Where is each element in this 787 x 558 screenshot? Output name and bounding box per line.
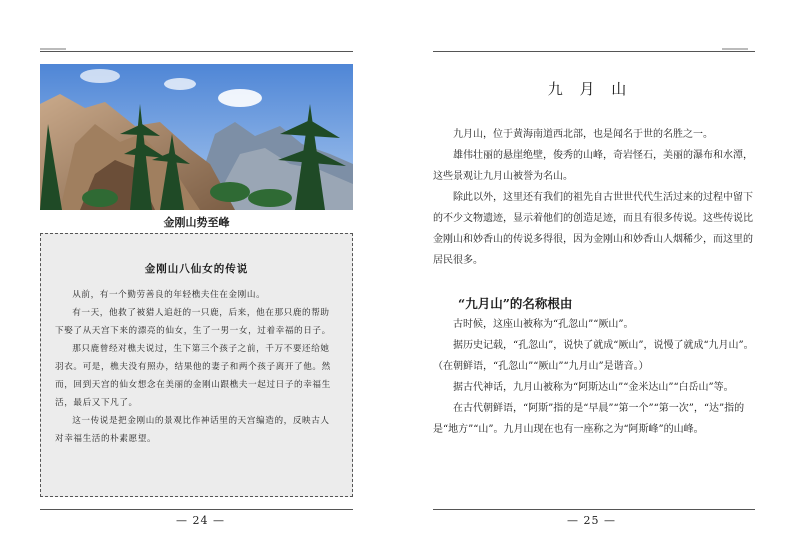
intro-paragraph: 雄伟壮丽的悬崖绝壁，俊秀的山峰，奇岩怪石，美丽的瀑布和水潭，这些景观让九月山被誉为名山。 <box>433 150 753 182</box>
mountain-photo-illustration <box>40 64 353 210</box>
legend-title: 金刚山八仙女的传说 <box>144 263 249 275</box>
mountain-photo <box>40 64 353 210</box>
legend-paragraph: 有一天，他救了被猎人追赶的一只鹿，后来，他在那只鹿的帮助下娶了从天宫下来的漂亮的仙女，生了一男一女，过着幸福的日子。 <box>55 308 331 336</box>
section-paragraph: 据历史记载，“孔忽山”，说快了就成“厥山”，说慢了就成“九月山”。（在朝鲜语，“孔忽山”“厥山”“九月山”是谐音。） <box>433 340 754 372</box>
header-tick <box>722 48 748 50</box>
intro-text <box>433 124 755 271</box>
page-number: — 24 — <box>176 514 225 527</box>
header-rule <box>40 51 353 52</box>
section-paragraph: 在古代朝鲜语，“阿斯”指的是“早晨”“第一个”“第一次”，“达”指的是“地方”“山”。九月山现在也有一座称之为“阿斯峰”的山峰。 <box>433 403 745 435</box>
legend-paragraph: 这一传说是把金刚山的景观比作神话里的天宫编造的，反映古人对幸福生活的朴素愿望。 <box>55 416 330 444</box>
article-title: 九 月 山 <box>547 80 633 98</box>
section-paragraph: 古时候，这座山被称为“孔忽山”“厥山”。 <box>453 319 634 330</box>
header-rule <box>433 51 755 52</box>
section-text <box>433 314 755 440</box>
intro-paragraph: 九月山，位于黄海南道西北部，也是闻名于世的名胜之一。 <box>453 129 713 140</box>
intro-paragraph: 除此以外，这里还有我们的祖先自古世世代代生活过来的过程中留下的不少文物遗迹，显示着他们的创造足迹，而且有很多传说。这些传说比金刚山和妙香山的传说多得很，因为金刚山和妙香山人烟稀少，而这里的居民很多。 <box>433 192 753 266</box>
photo-caption: 金刚山势至峰 <box>163 216 230 229</box>
section-paragraph: 据古代神话，九月山被称为“阿斯达山”“金米达山”“白岳山”等。 <box>453 382 734 393</box>
header-tick <box>40 48 66 50</box>
footer-rule <box>40 509 353 510</box>
legend-paragraph: 从前，有一个勤劳善良的年轻樵夫住在金刚山。 <box>72 290 266 300</box>
legend-paragraph: 那只鹿曾经对樵夫说过，生下第三个孩子之前，千万不要还给她羽衣。可是，樵夫没有照办，结果他的妻子和两个孩子离开了他。然而，回到天宫的仙女想念在美丽的金刚山跟樵夫一起过日子的幸福生活，最后又下凡了。 <box>55 344 331 408</box>
page-number: — 25 — <box>567 514 616 527</box>
footer-rule <box>433 509 755 510</box>
section-heading: “九月山”的名称根由 <box>458 296 573 311</box>
legend-box <box>40 233 353 497</box>
left-page <box>0 0 393 558</box>
